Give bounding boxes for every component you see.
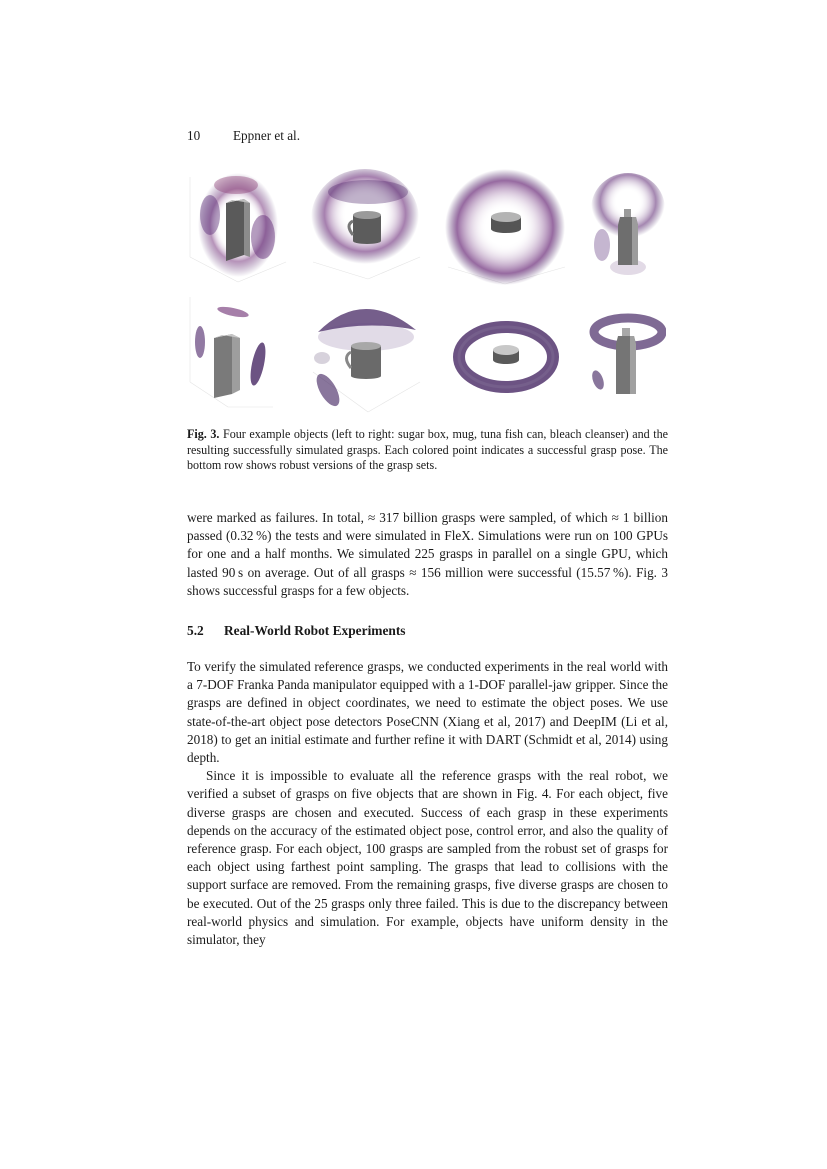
paragraph-real-world-results: Since it is impossible to evaluate all the reference grasps with the real robot, we verified a subset of grasps on five objects that are shown in Fig. 4. For each object, five diverse grasps are chosen and executed. Success of each grasp in these experiments depends on the accuracy of the estimated object pose, control error, and also the quality of reference grasp. For each object, 100 grasps are sampled from the robust set of grasps for each object using farthest point sampling. The grasps that lead to collisions with the support surface are removed. From the remaining grasps, five diverse grasps are chosen to be executed. Out of the 25 grasps only three failed. This is due to the discrepancy between real-world physics and simulation. For example, objects have uniform density in the simulator, they: [187, 768, 668, 948]
panel-mug-robust: [308, 292, 423, 417]
grasp-cloud-mug-image: [308, 167, 423, 282]
panel-tuna-can-all: [443, 167, 568, 287]
panel-sugar-box-all: [188, 167, 288, 287]
figure-caption-text: Four example objects (left to right: sugar box, mug, tuna fish can, bleach cleanser) and the resulting successfully simulated grasps. Each colored point indicates a successful grasp pose. The bottom row shows robust versions of the grasp sets.: [187, 427, 668, 473]
panel-bleach-robust: [588, 302, 666, 417]
section-number: 5.2: [187, 623, 204, 638]
robust-grasp-cloud-bleach-image: [588, 302, 666, 417]
robust-grasp-cloud-tuna-can-image: [451, 312, 561, 402]
grasp-cloud-tuna-can-image: [443, 167, 568, 287]
panel-mug-all: [308, 167, 423, 282]
running-head-authors: Eppner et al.: [233, 128, 301, 143]
grasp-cloud-sugar-box-image: [188, 167, 288, 287]
section-heading: [187, 623, 406, 639]
section-title: Real-World Robot Experiments: [224, 623, 406, 638]
figure-3: [183, 162, 668, 417]
running-head: [187, 128, 300, 144]
panel-sugar-box-robust: [188, 292, 288, 412]
figure-label: Fig. 3.: [187, 427, 220, 441]
paragraph-real-world-setup: To verify the simulated reference grasps, we conducted experiments in the real world with a 7-DOF Franka Panda manipulator equipped with a 1-DOF parallel-jaw gripper. Since the grasps are defined in object coordinates, we need to estimate the object poses. We use state-of-the-art object pose detectors PoseCNN (Xiang et al, 2017) and DeepIM (Li et al, 2018) to get an initial estimate and further refine it with DART (Schmidt et al, 2014) using depth.: [187, 659, 668, 766]
panel-tuna-can-robust: [451, 312, 561, 402]
grasp-cloud-bleach-image: [588, 167, 666, 287]
paragraph-text: were marked as failures. In total, ≈ 317 billion grasps were sampled, of which ≈ 1 billion passed (0.32 %) the tests and were simulated in FleX. Simulations were run on 100 GPUs for one and a half months. We simulated 225 grasps in parallel on a single GPU, which lasted 90 s on average. Out of all grasps ≈ 156 million were successful (15.57 %). Fig. 3 shows successful grasps for a few objects.: [187, 510, 668, 598]
section-body: [187, 658, 668, 949]
robust-grasp-cloud-mug-image: [308, 292, 423, 417]
panel-bleach-all: [588, 167, 666, 287]
page-number: 10: [187, 128, 201, 143]
robust-grasp-cloud-sugar-box-image: [188, 292, 288, 412]
paragraph-grasp-statistics: [187, 509, 668, 600]
figure-caption: [187, 427, 668, 474]
